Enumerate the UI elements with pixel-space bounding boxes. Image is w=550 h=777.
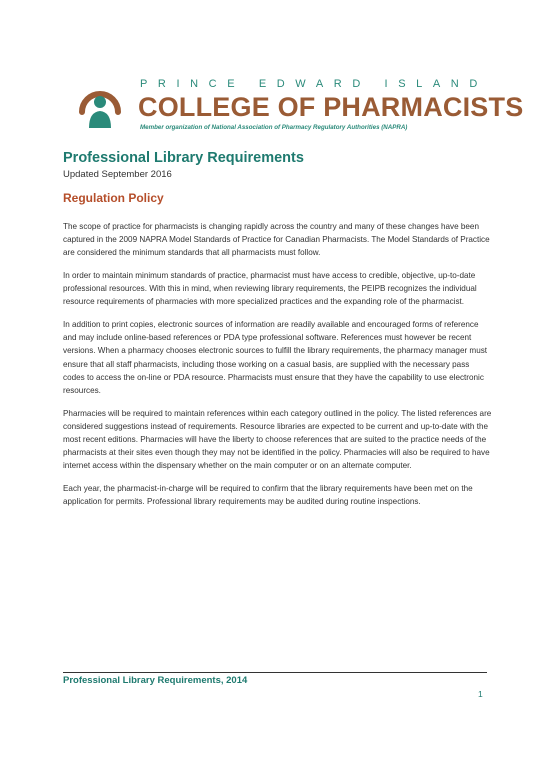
paragraph: In order to maintain minimum standards of practice, pharmacist must have access to credible, objective, up-to-date professional resources. With this in mind, when reviewing library requirements, the PEIPB recognizes the individual resource requirements of pharmacies with more specialized practices and the expanding role of the pharmacist. <box>63 271 477 307</box>
paragraph: The scope of practice for pharmacists is changing rapidly across the country and many of these changes have been captured in the 2009 NAPRA Model Standards of Practice for Canadian Pharmacists. The Model Standards of Practice are considered the minimum standards that all pharmacists must follow. <box>63 222 490 258</box>
footer-title: Professional Library Requirements, 2014 <box>63 675 248 686</box>
section-heading: Regulation Policy <box>63 191 164 205</box>
paragraph: Each year, the pharmacist-in-charge will be required to confirm that the library requirements have been met on the application for permits. Professional library requirements may be audited during routine inspections. <box>63 484 473 507</box>
paragraph: Pharmacies will be required to maintain references within each category outlined in the policy. The listed references are considered suggestions instead of requirements. Resource libraries are expected to be current and up-to-date with the most recent editions. Pharmacies will have the liberty to choose references that are suited to the practice needs of the pharmacists at their sites even though they may not be identified in the policy. Pharmacies will also be required to have internet access within the dispensary whether on the main computer or on an alternate computer. <box>63 408 492 471</box>
org-name-line1: PRINCE EDWARD ISLAND <box>140 78 488 90</box>
body-text <box>63 220 493 518</box>
org-membership-line: Member organization of National Association of Pharmacy Regulatory Authorities (NAPRA) <box>140 124 408 131</box>
footer-divider <box>63 672 487 673</box>
mortar-pestle-person-icon <box>76 82 124 132</box>
updated-date: Updated September 2016 <box>63 169 172 180</box>
paragraph: In addition to print copies, electronic sources of information are readily available and encouraged forms of reference and may include online-based references or PDA type professional software. References must however be recent versions. When a pharmacy chooses electronic sources to fulfill the library requirements, the pharmacy manager must ensure that all staff pharmacists, including those working on a casual basis, are supplied with the necessary pass codes to access the on-line or PDA resource. Pharmacists must ensure that they have the capability to use electronic resources. <box>63 320 488 396</box>
document-title: Professional Library Requirements <box>63 150 304 166</box>
org-name-line2: COLLEGE OF PHARMACISTS <box>138 92 524 122</box>
page-number: 1 <box>478 689 483 699</box>
